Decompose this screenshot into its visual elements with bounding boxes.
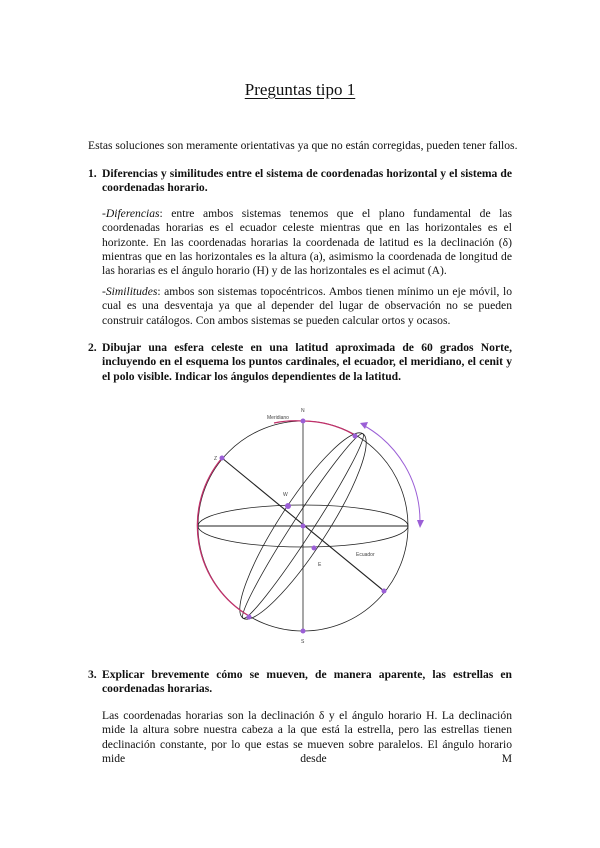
celestial-sphere-diagram (170, 400, 440, 650)
question-heading: Diferencias y similitudes entre el sistema de coordenadas horizontal y el sistema de coordenadas horario. (102, 167, 512, 195)
differences-label: -Diferencias (102, 207, 160, 220)
meridian-label: Meridiano (267, 415, 289, 421)
answer-3-paragraph: Las coordenadas horarias son la declinación δ y el ángulo horario H. La declinación mide la altura sobre nuestra cabeza a la que está la estrella, pero las estrellas tienen declinación constante, por lo que estas se mueven sobre paralelos. El ángulo horario mide desde M (102, 709, 512, 765)
similarities-text: : ambos son sistemas topocéntricos. Ambos tienen mínimo un eje móvil, lo cual es una desventaja ya que al depender del lugar de observación no se pueden construir catálogos. Con ambos sistemas se pueden calcular ortos y ocasos. (102, 285, 512, 327)
meridian-arc (197, 458, 249, 616)
page-title: Preguntas tipo 1 (244, 80, 356, 99)
zenith-label: Z (214, 456, 218, 462)
similarities-paragraph (102, 285, 512, 328)
question-number: 1. (88, 167, 97, 180)
differences-paragraph (102, 207, 512, 278)
similarities-label: -Similitudes (102, 285, 158, 298)
differences-text: : entre ambos sistemas tenemos que el plano fundamental de las coordenadas horarias es el ecuador celeste mientras que en las horizontales es el horizonte. En las coordenadas horarias la coordenada de latitud es la declinación (δ) mientras que en las horizontales es la altura (a), asimismo la coordenada de longitud de las horarias es el ángulo horario (H) y de las horizontales es el acimut (A). (102, 207, 512, 278)
question-heading: Explicar brevemente cómo se mueven, de manera aparente, las estrellas en coordenadas horarias. (102, 668, 512, 696)
east-label: E (318, 562, 322, 568)
west-label: W (283, 492, 288, 498)
question-number: 2. (88, 341, 97, 354)
latitude-arrow (363, 425, 420, 522)
south-label: S (301, 639, 305, 645)
north-label: N (301, 408, 305, 414)
question-number: 3. (88, 668, 97, 681)
question-heading: Dibujar una esfera celeste en una latitud aproximada de 60 grados Norte, incluyendo en el esquema los puntos cardinales, el ecuador, el meridiano, el cenit y el polo visible. Indicar los ángulos dependientes de la latitud. (102, 341, 512, 383)
equator-label: Ecuador (356, 552, 375, 558)
intro-text: Estas soluciones son meramente orientativas ya que no están corregidas, pueden tener fallos. (88, 139, 518, 152)
